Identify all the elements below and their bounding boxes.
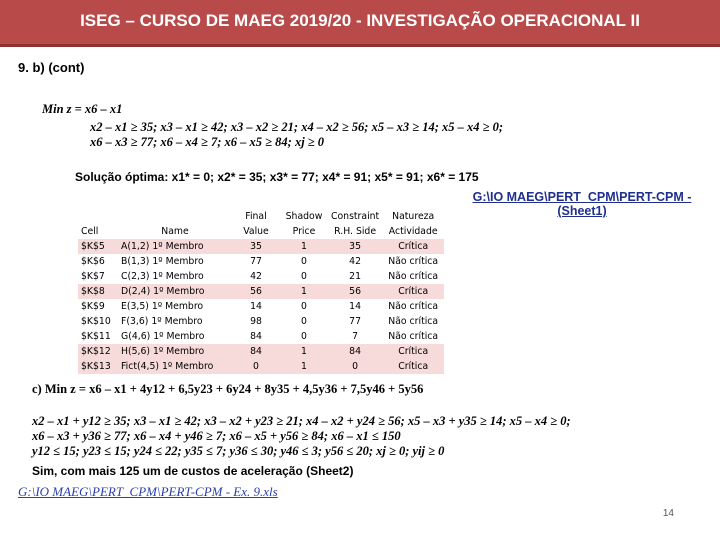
table-cell-rhs: 0	[328, 359, 382, 374]
table-cell-rhs: 42	[349, 256, 362, 267]
table-cell-name: Fict(4,5) 1º Membro	[118, 359, 232, 374]
table-row	[78, 269, 444, 284]
objective-c: c) Min z = x6 – x1 + 4y12 + 6,5y23 + 6y24 + 8y35 + 4,5y36 + 7,5y46 + 5y56	[32, 382, 424, 396]
table-cell-value: 84	[250, 331, 262, 342]
table-cell-value: 98	[250, 316, 262, 327]
table-cell-rhs: 21	[349, 271, 362, 282]
header-cell: Price	[292, 226, 316, 237]
header-cell: Cell	[81, 226, 99, 237]
constraints-b-line2: x6 – x3 ≥ 77; x6 – x4 ≥ 7; x6 – x5 ≥ 84; xj ≥ 0	[90, 135, 325, 149]
table-cell-value: 77	[250, 256, 262, 267]
constraints-c-line1: x2 – x1 + y12 ≥ 35; x3 – x1 ≥ 42; x3 – x2 + y23 ≥ 21; x4 – x2 + y24 ≥ 56; x5 – x3 + y35 ≥ 14; x5 – x4 ≥ 0;	[32, 414, 571, 428]
table-cell-price: 1	[280, 344, 328, 359]
header-cell: Value	[243, 226, 269, 237]
table-cell-nature: Não crítica	[388, 256, 439, 267]
table-header-row-top	[78, 209, 444, 224]
table-cell-name: D(2,4) 1º Membro	[118, 284, 232, 299]
answer-note: Sim, com mais 125 um de custos de aceleração (Sheet2)	[32, 464, 354, 478]
table-cell-price: 0	[301, 316, 307, 327]
table-cell-nature: Crítica	[382, 344, 444, 359]
table-cell-nature: Não crítica	[388, 301, 439, 312]
optimal-solution: Solução óptima: x1* = 0; x2* = 35; x3* = 77; x4* = 91; x5* = 91; x6* = 175	[75, 170, 479, 184]
table-cell-cell: $K$8	[78, 284, 118, 299]
table-row	[78, 254, 444, 269]
table-cell-nature: Não crítica	[388, 331, 439, 342]
table-cell-value: 35	[232, 239, 280, 254]
constraints-c-line2: x6 – x3 + y36 ≥ 77; x6 – x4 + y46 ≥ 7; x6 – x5 + y56 ≥ 84; x6 – x1 ≤ 150	[32, 429, 401, 443]
table-cell-name: C(2,3) 1º Membro	[121, 271, 204, 282]
table-cell-rhs: 35	[328, 239, 382, 254]
table-cell-price: 0	[301, 271, 307, 282]
table-cell-cell: $K$11	[81, 331, 111, 342]
header-cell	[78, 209, 118, 224]
table-cell-value: 42	[250, 271, 262, 282]
header-cell: R.H. Side	[334, 226, 377, 237]
table-cell-price: 0	[301, 256, 307, 267]
table-cell-name: G(4,6) 1º Membro	[121, 331, 205, 342]
table-cell-price: 1	[280, 359, 328, 374]
table-header-row-bottom	[78, 224, 444, 239]
table-cell-price: 1	[280, 239, 328, 254]
table-cell-cell: $K$5	[78, 239, 118, 254]
table-cell-name: H(5,6) 1º Membro	[118, 344, 232, 359]
header-bar	[0, 0, 720, 47]
constraints-b-line1: x2 – x1 ≥ 35; x3 – x1 ≥ 42; x3 – x2 ≥ 21; x4 – x2 ≥ 56; x5 – x3 ≥ 14; x5 – x4 ≥ 0;	[90, 120, 504, 134]
table-row	[78, 359, 444, 374]
table-row	[78, 284, 444, 299]
table-cell-rhs: 56	[328, 284, 382, 299]
table-cell-rhs: 14	[349, 301, 362, 312]
table-cell-price: 1	[280, 284, 328, 299]
table-cell-rhs: 77	[349, 316, 362, 327]
table-cell-rhs: 7	[352, 331, 359, 342]
table-cell-value: 56	[232, 284, 280, 299]
file-link-sheet1[interactable]: G:\IO MAEG\PERT_CPM\PERT-CPM - (Sheet1)	[472, 190, 692, 218]
section-label: 9. b) (cont)	[18, 60, 85, 75]
objective-b: Min z = x6 – x1	[42, 102, 123, 116]
header-cell: Constraint	[331, 211, 380, 222]
table-cell-name: A(1,2) 1º Membro	[118, 239, 232, 254]
table-cell-rhs: 84	[328, 344, 382, 359]
table-cell-cell: $K$6	[81, 256, 105, 267]
table-row	[78, 314, 444, 329]
table-cell-price: 0	[301, 331, 307, 342]
table-row	[78, 239, 444, 254]
constraints-c-line3: y12 ≤ 15; y23 ≤ 15; y24 ≤ 22; y35 ≤ 7; y36 ≤ 30; y46 ≤ 3; y56 ≤ 20; xj ≥ 0; yij ≥ 0	[32, 444, 445, 458]
table-cell-value: 0	[232, 359, 280, 374]
table-cell-nature: Crítica	[382, 359, 444, 374]
page-number: 14	[662, 508, 674, 519]
table-cell-name: B(1,3) 1º Membro	[121, 256, 204, 267]
table-cell-value: 14	[250, 301, 262, 312]
table-cell-value: 84	[232, 344, 280, 359]
table-row	[78, 344, 444, 359]
sensitivity-table	[78, 209, 444, 374]
table-row	[78, 329, 444, 344]
header-cell: Final	[245, 211, 267, 222]
header-cell	[118, 209, 232, 224]
table-cell-nature: Crítica	[382, 239, 444, 254]
header-cell: Name	[161, 226, 189, 237]
header-cell: Natureza	[392, 211, 435, 222]
table-cell-cell: $K$9	[81, 301, 105, 312]
table-cell-nature: Crítica	[382, 284, 444, 299]
header-cell: Shadow	[285, 211, 323, 222]
table-cell-cell: $K$7	[81, 271, 105, 282]
table-cell-cell: $K$13	[78, 359, 118, 374]
table-row	[78, 299, 444, 314]
table-cell-nature: Não crítica	[388, 271, 439, 282]
page-title: ISEG – CURSO DE MAEG 2019/20 - INVESTIGAÇÃO OPERACIONAL II	[80, 11, 640, 30]
table-cell-name: E(3,5) 1º Membro	[121, 301, 204, 312]
file-link-ex9[interactable]: G:\IO MAEG\PERT_CPM\PERT-CPM - Ex. 9.xls	[18, 484, 278, 499]
header-cell: Actividade	[388, 226, 438, 237]
table-cell-price: 0	[301, 301, 307, 312]
table-cell-name: F(3,6) 1º Membro	[121, 316, 203, 327]
table-cell-cell: $K$10	[81, 316, 111, 327]
table-cell-nature: Não crítica	[388, 316, 439, 327]
table-cell-cell: $K$12	[78, 344, 118, 359]
